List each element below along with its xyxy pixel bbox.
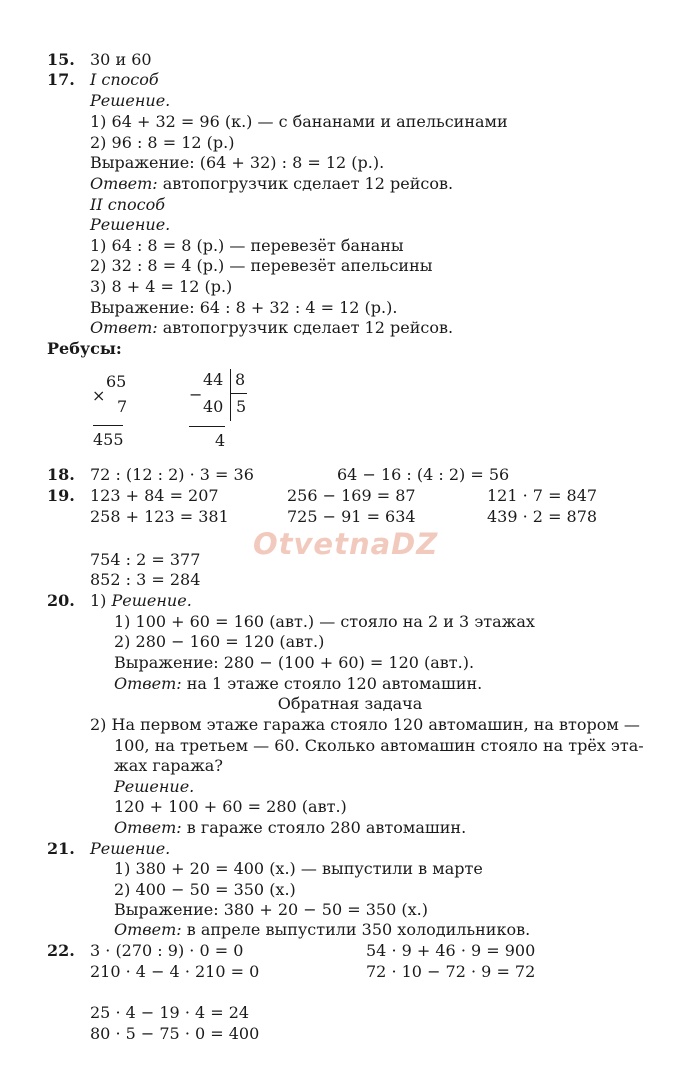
task-22-r3: 25 · 4 − 19 · 4 = 24 [90,1003,250,1022]
answer-label: Ответ: [114,674,182,693]
task-17-way1-step2: 2) 96 : 8 = 12 (р.) [90,133,235,152]
task-22-r2-c1: 210 · 4 − 4 · 210 = 0 [90,962,260,981]
inverse-problem-title: Обратная задача [277,694,423,713]
task-20-part2-line2: 100, на третьем — 60. Сколько автомашин стояло на трёх эта- [114,736,644,755]
task-21-solution-label: Решение. [90,839,171,858]
answer-text: автопогрузчик сделает 12 рейсов. [162,174,454,193]
rebus-heading: Ребусы: [47,339,122,358]
answer-label: Ответ: [90,174,158,193]
answer-text: на 1 этаже стояло 120 автомашин. [186,674,483,693]
div-divisor-line [231,393,247,394]
task-19-r4: 852 : 3 = 284 [90,570,201,589]
solution-label: Решение. [111,591,192,610]
div-subtrahend: 40 [203,397,224,416]
task-22-number: 22. [47,941,75,960]
task-21-step1: 1) 380 + 20 = 400 (х.) — выпустили в марте [114,859,483,878]
task-20-part2-solution-label: Решение. [114,777,195,796]
task-19-r2-c1: 258 + 123 = 381 [90,507,229,526]
task-17-way2-expression: Выражение: 64 : 8 + 32 : 4 = 12 (р.). [90,298,398,317]
task-15-text: 30 и 60 [90,50,152,69]
task-17-way1-expression: Выражение: (64 + 32) : 8 = 12 (р.). [90,153,385,172]
task-20-step1: 1) 100 + 60 = 160 (авт.) — стояло на 2 и 3 этажах [114,612,535,631]
div-vertical-bar [230,369,231,421]
task-20-answer [114,674,482,694]
mul-factor-a: 65 [106,372,127,391]
task-21-step2: 2) 400 − 50 = 350 (х.) [114,880,296,899]
div-line [189,426,225,427]
watermark: OtvetnaDZ [253,527,439,561]
task-18-expr-b: 64 − 16 : (4 : 2) = 56 [337,465,510,484]
task-17-way1-solution-label: Решение. [90,91,171,110]
task-20-step2: 2) 280 − 160 = 120 (авт.) [114,632,325,651]
answer-text: в гараже стояло 280 автомашин. [186,818,467,837]
part1-marker: 1) [90,591,107,610]
answer-label: Ответ: [90,318,158,337]
div-dividend: 44 [203,370,224,389]
task-22-r1-c2: 54 · 9 + 46 · 9 = 900 [366,941,536,960]
task-18-expr-a: 72 : (12 : 2) · 3 = 36 [90,465,254,484]
task-22-r2-c2: 72 · 10 − 72 · 9 = 72 [366,962,536,981]
task-20-expression: Выражение: 280 − (100 + 60) = 120 (авт.). [114,653,475,672]
task-20-number: 20. [47,591,75,610]
task-20-part2-line1: 2) На первом этаже гаража стояло 120 автомашин, на втором — [90,715,640,734]
task-17-way1-heading: I способ [90,70,159,89]
answer-label: Ответ: [114,818,182,837]
mul-factor-b: 7 [117,397,128,416]
task-20-part2-calc: 120 + 100 + 60 = 280 (авт.) [114,797,347,816]
task-19-r1-c1: 123 + 84 = 207 [90,486,219,505]
answer-text: автопогрузчик сделает 12 рейсов. [162,318,454,337]
task-20-part2-answer [114,818,466,838]
answer-text: в апреле выпустили 350 холодильников. [186,920,531,939]
div-remainder: 4 [215,431,226,450]
div-divisor: 8 [235,370,246,389]
task-17-way1-answer [90,174,453,194]
task-17-way2-answer [90,318,453,338]
div-minus-sign: − [189,385,203,404]
task-22-r4: 80 · 5 − 75 · 0 = 400 [90,1024,260,1043]
task-21-number: 21. [47,839,75,858]
task-17-way2-solution-label: Решение. [90,215,171,234]
task-17-way2-step1: 1) 64 : 8 = 8 (р.) — перевезёт бананы [90,236,404,255]
task-17-way2-step3: 3) 8 + 4 = 12 (р.) [90,277,233,296]
mul-sign: × [92,386,106,405]
task-22-r1-c1: 3 · (270 : 9) · 0 = 0 [90,941,244,960]
task-17-way1-step1: 1) 64 + 32 = 96 (к.) — с бананами и апельсинами [90,112,508,131]
task-19-r2-c3: 439 · 2 = 878 [487,507,598,526]
mul-result: 455 [93,430,124,449]
div-quotient: 5 [236,397,247,416]
task-19-number: 19. [47,486,75,505]
task-15-number: 15. [47,50,75,69]
task-19-r1-c3: 121 · 7 = 847 [487,486,598,505]
task-21-expression: Выражение: 380 + 20 − 50 = 350 (х.) [114,900,428,919]
task-17-way2-step2: 2) 32 : 8 = 4 (р.) — перевезёт апельсины [90,256,433,275]
task-21-answer [114,920,530,940]
mul-line [93,425,123,426]
task-17-way2-heading: II способ [90,195,165,214]
task-20-part2-line3: жах гаража? [114,756,223,775]
task-19-r3: 754 : 2 = 377 [90,550,201,569]
task-19-r1-c2: 256 − 169 = 87 [287,486,416,505]
task-18-number: 18. [47,465,75,484]
answer-label: Ответ: [114,920,182,939]
task-17-number: 17. [47,70,75,89]
task-19-r2-c2: 725 − 91 = 634 [287,507,416,526]
task-20-part1-label [90,591,192,611]
